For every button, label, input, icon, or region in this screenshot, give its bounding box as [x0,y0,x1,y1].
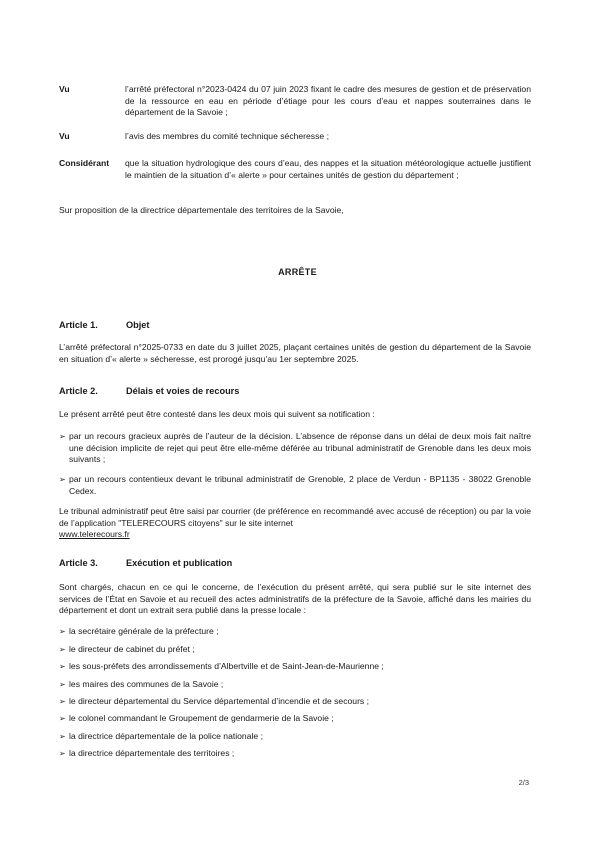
arrow-bullet-icon: ➢ [59,697,66,706]
arrow-bullet-icon: ➢ [59,680,66,689]
list-item-text: par un recours gracieux auprès de l’auteur de la décision. L’absence de réponse dans un délai de deux mois fait naître une décision implicite de rejet qui peut être elle-même déférée au tribunal administratif de Grenoble dans les deux mois suivants ; [69,431,531,465]
vu-row-2 [59,131,531,143]
arrow-bullet-icon: ➢ [59,662,66,671]
considerant-text: que la situation hydrologique des cours d’eau, des nappes et la situation météorologique actuelle justifient le maintien de la situation d’« alerte » pour certaines unités de gestion du département ; [125,158,531,180]
article-3-intro: Sont chargés, chacun en ce qui le concerne, de l’exécution du présent arrêté, qui sera publié sur le site internet des services de l’État en Savoie et au recueil des actes administratifs de la préfecture de la Savoie, affiché dans les mairies du département et dont un extrait sera publié dans la presse locale : [59,582,531,616]
vu-row-1 [59,84,531,119]
list-item-text: par un recours contentieux devant le tribunal administratif de Grenoble, 2 place de Verdun - BP1135 - 38022 Grenoble Cedex. [69,474,531,496]
list-item-text: la directrice départementale des territoires ; [69,748,235,758]
article-1-text: L’arrêté préfectoral n°2025-0733 en date du 3 juillet 2025, plaçant certaines unités de gestion du département de la Savoie en situation d’« alerte » sécheresse, est prorogé jusqu’au 1er septembre 2025. [59,342,531,364]
list-item [59,731,531,743]
list-item [59,679,531,691]
considerant-label: Considérant [59,158,110,168]
arrow-bullet-icon: ➢ [59,749,66,758]
article-number: Article 3. [59,558,98,568]
vu-text: l’arrêté préfectoral n°2023-0424 du 07 juin 2023 fixant le cadre des mesures de gestion et de préservation de la ressource en eau en période d’étiage pour les cours d’eau et nappes souterraines dans le département de la Savoie ; [125,84,531,118]
article-2-intro: Le présent arrêté peut être contesté dans les deux mois qui suivent sa notification : [59,409,375,419]
list-item [59,696,531,708]
page-number: 2/3 [518,778,529,787]
arrow-bullet-icon: ➢ [59,645,66,654]
list-item-text: le directeur de cabinet du préfet ; [69,644,195,654]
list-item-text: la directrice départementale de la police nationale ; [69,731,263,741]
article-title: Délais et voies de recours [126,386,240,396]
considerant-row [59,158,531,181]
article-number: Article 1. [59,320,98,330]
arrow-bullet-icon: ➢ [59,732,66,741]
list-item [59,626,531,638]
article-1-heading [59,320,149,330]
article-3-heading [59,558,232,568]
proposition-text: Sur proposition de la directrice départementale des territoires de la Savoie, [59,205,344,215]
arrete-title: ARRÊTE [278,267,317,277]
list-item-text: les sous-préfets des arrondissements d’Albertville et de Saint-Jean-de-Maurienne ; [69,661,384,671]
article-number: Article 2. [59,386,98,396]
vu-label: Vu [59,84,70,94]
arrow-bullet-icon: ➢ [59,714,66,723]
arrow-bullet-icon: ➢ [59,627,66,636]
article-title: Objet [126,320,150,330]
vu-label: Vu [59,131,70,141]
article-2-heading [59,386,239,396]
list-item [59,644,531,656]
telerecours-link[interactable]: www.telerecours.fr [59,529,130,540]
list-item [59,661,531,673]
list-item [59,748,531,760]
arrow-bullet-icon: ➢ [59,432,66,441]
article-2-outro-text: Le tribunal administratif peut être saisi par courrier (de préférence en recommandé avec accusé de réception) ou par la voie de l’application "TELERECOURS citoyens" sur le site internet [59,506,531,528]
list-item-text: la secrétaire générale de la préfecture ; [69,626,219,636]
arrow-bullet-icon: ➢ [59,475,66,484]
list-item [59,431,531,466]
vu-text: l’avis des membres du comité technique sécheresse ; [125,131,329,141]
list-item-text: les maires des communes de la Savoie ; [69,679,224,689]
article-title: Exécution et publication [126,558,233,568]
list-item [59,474,531,497]
list-item [59,713,531,725]
list-item-text: le colonel commandant le Groupement de gendarmerie de la Savoie ; [69,713,334,723]
list-item-text: le directeur départemental du Service départemental d’incendie et de secours ; [69,696,370,706]
article-2-outro [59,506,531,541]
